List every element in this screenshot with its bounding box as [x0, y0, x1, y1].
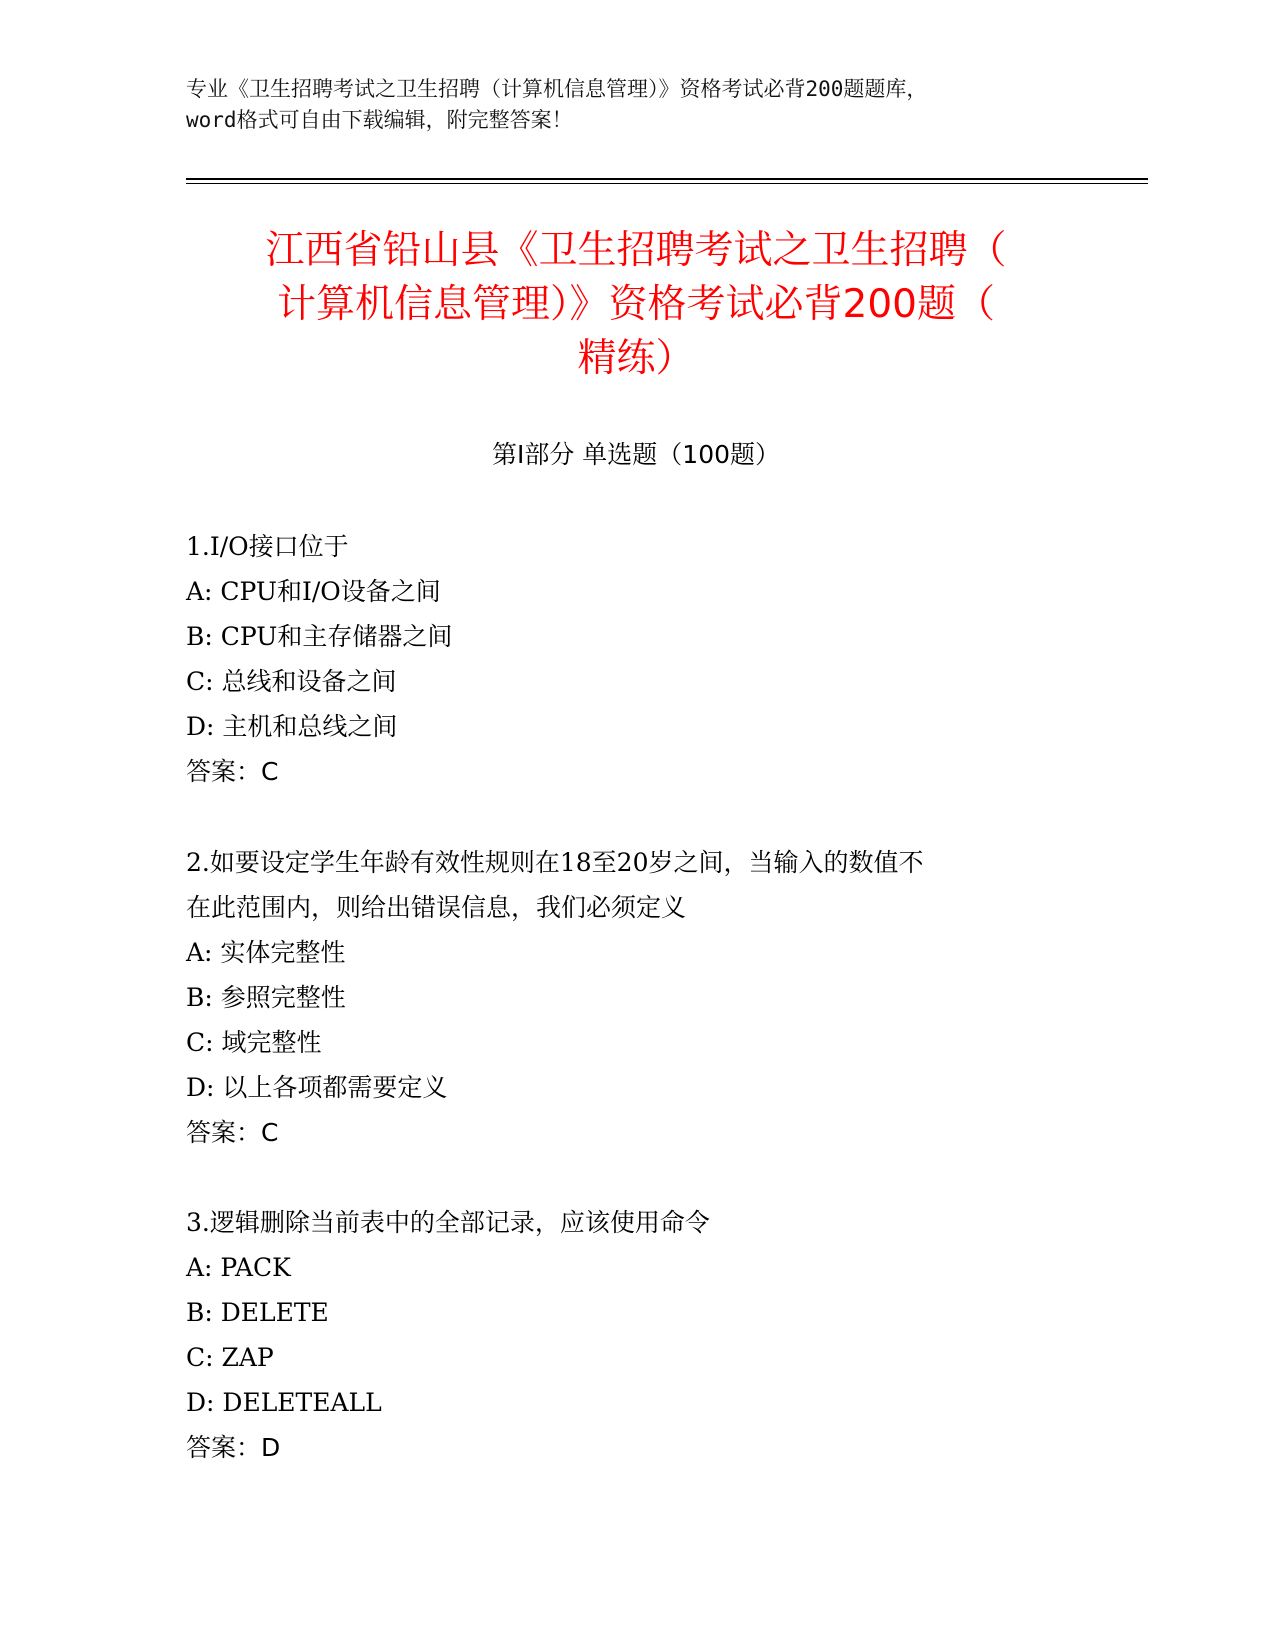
question-3 [186, 1200, 1086, 1470]
answer: 答案：C [186, 1118, 279, 1147]
option-c: C: ZAP [186, 1343, 274, 1372]
header-divider-thick [186, 178, 1148, 180]
document-title [186, 224, 1086, 386]
option-a: A: CPU和I/O设备之间 [186, 577, 441, 606]
option-a: A: PACK [186, 1253, 291, 1282]
option-b: B: 参照完整性 [186, 983, 346, 1012]
header-divider-thin [186, 183, 1148, 184]
question-stem: 3.逻辑删除当前表中的全部记录，应该使用命令 [186, 1208, 710, 1237]
section-title: 第Ⅰ部分 单选题（100题） [491, 440, 781, 469]
option-d: D: 以上各项都需要定义 [186, 1073, 448, 1102]
option-d: D: 主机和总线之间 [186, 712, 398, 741]
option-c: C: 总线和设备之间 [186, 667, 397, 696]
document-title-line-3: 精练） [577, 336, 695, 381]
option-a: A: 实体完整性 [186, 938, 346, 967]
option-d: D: DELETEALL [186, 1388, 382, 1417]
header-note-line-2: word格式可自由下载编辑，附完整答案！ [186, 108, 573, 132]
header-note [186, 74, 1086, 136]
header-note-line-1: 专业《卫生招聘考试之卫生招聘（计算机信息管理）》资格考试必背200题题库， [186, 77, 928, 101]
question-2 [186, 840, 1086, 1155]
question-1 [186, 524, 1086, 794]
option-b: B: DELETE [186, 1298, 329, 1327]
question-stem-line-1: 2.如要设定学生年龄有效性规则在18至20岁之间，当输入的数值不 [186, 848, 924, 877]
answer: 答案：C [186, 757, 279, 786]
document-title-line-2: 计算机信息管理）》资格考试必背200题（ [277, 282, 995, 327]
document-title-line-1: 江西省铅山县《卫生招聘考试之卫生招聘（ [265, 228, 1007, 273]
option-b: B: CPU和主存储器之间 [186, 622, 453, 651]
question-stem: 1.I/O接口位于 [186, 532, 349, 561]
option-c: C: 域完整性 [186, 1028, 322, 1057]
question-stem-line-2: 在此范围内，则给出错误信息，我们必须定义 [186, 893, 687, 922]
answer: 答案：D [186, 1433, 281, 1462]
